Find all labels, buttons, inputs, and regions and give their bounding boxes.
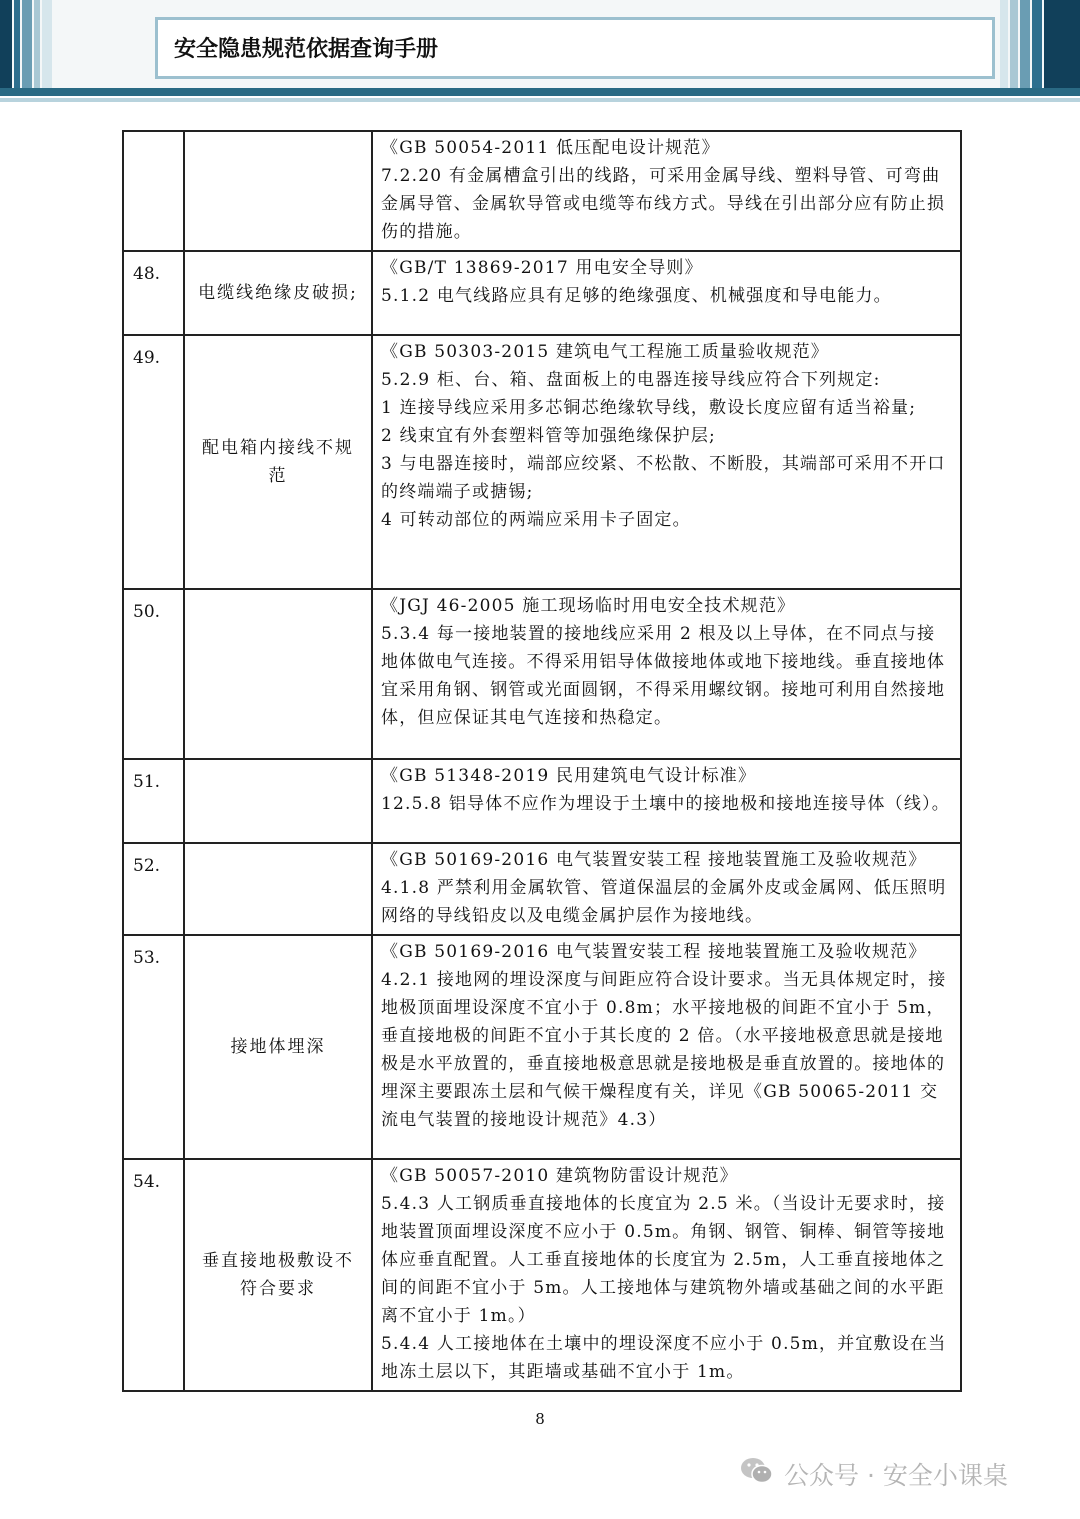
content-line: 《GB 51348-2019 民用建筑电气设计标准》 <box>381 766 757 786</box>
row-content <box>372 251 961 335</box>
header-title-box <box>155 17 995 79</box>
content-line: 1 连接导线应采用多芯铜芯绝缘软导线，敷设长度应留有适当裕量; <box>381 398 917 418</box>
content-line: 5.1.2 电气线路应具有足够的绝缘强度、机械强度和导电能力。 <box>381 286 892 306</box>
table-row <box>123 131 961 251</box>
row-issue: 接地体埋深 <box>184 935 372 1159</box>
row-content <box>372 1159 961 1391</box>
table-row <box>123 935 961 1159</box>
content-line: 4.2.1 接地网的埋设深度与间距应符合设计要求。当无具体规定时，接地极顶面埋设深度不宜小于 0.8m；水平接地极的间距不宜小于 5m，垂直接地极的间距不宜小于其长度的 2 倍。（水平接地极意思就是接地极是水平放置的，垂直接地极意思就是接地极是垂直放置的。接地体的埋深主要跟冻土层和气候干燥程度有关，详见《GB 50065-2011 交流电气装置的接地设计规范》4.3） <box>381 970 947 1130</box>
header-stripe <box>0 0 12 88</box>
table-row <box>123 335 961 589</box>
row-content <box>372 131 961 251</box>
content-line: 4 可转动部位的两端应采用卡子固定。 <box>381 510 691 530</box>
regulation-table <box>122 130 962 1392</box>
header-stripe <box>14 0 20 88</box>
content-line: 5.4.4 人工接地体在土壤中的埋设深度不应小于 0.5m，并宜敷设在当地冻土层以下，其距墙或基础不宜小于 1m。 <box>381 1334 947 1382</box>
row-issue <box>184 589 372 759</box>
row-issue: 配电箱内接线不规范 <box>184 335 372 589</box>
header-stripe <box>1010 0 1018 88</box>
row-number: 50. <box>123 589 184 759</box>
table-row <box>123 251 961 335</box>
row-content <box>372 759 961 843</box>
content-line: 7.2.20 有金属槽盒引出的线路，可采用金属导线、塑料导管、可弯曲金属导管、金属软导管或电缆等布线方式。导线在引出部分应有防止损伤的措施。 <box>381 166 946 242</box>
row-content <box>372 935 961 1159</box>
watermark-text: 公众号 · 安全小课桌 <box>784 1461 1008 1490</box>
table-row <box>123 589 961 759</box>
content-line: 《GB/T 13869-2017 用电安全导则》 <box>381 258 703 278</box>
content-line: 5.3.4 每一接地装置的接地线应采用 2 根及以上导体，在不同点与接地体做电气连接。不得采用铝导体做接地体或地下接地线。垂直接地体宜采用角钢、钢管或光面圆钢，不得采用螺纹钢。接地可利用自然接地体，但应保证其电气连接和热稳定。 <box>381 624 946 728</box>
row-number: 51. <box>123 759 184 843</box>
header-stripe <box>1020 0 1030 88</box>
row-number: 48. <box>123 251 184 335</box>
watermark <box>740 1456 1008 1492</box>
row-content <box>372 843 961 935</box>
row-issue <box>184 759 372 843</box>
content-line: 2 线束宜有外套塑料管等加强绝缘保护层; <box>381 426 716 446</box>
content-line: 《GB 50303-2015 建筑电气工程施工质量验收规范》 <box>381 342 829 362</box>
content-line: 5.4.3 人工钢质垂直接地体的长度宜为 2.5 米。（当设计无要求时，接地装置顶面埋设深度不应小于 0.5m。角钢、钢管、铜棒、铜管等接地体应垂直配置。人工垂直接地体的长度宜为 2.5m，人工垂直接地体之间的间距不宜小于 5m。人工接地体与建筑物外墙或基础之间的水平距离不宜小于 1m。） <box>381 1194 946 1326</box>
content-line: 5.2.9 柜、台、箱、盘面板上的电器连接导线应符合下列规定: <box>381 370 881 390</box>
header-stripe <box>22 0 32 88</box>
page-number: 8 <box>535 1410 545 1428</box>
header-stripe <box>1000 0 1008 88</box>
content-line: 3 与电器连接时，端部应绞紧、不松散、不断股，其端部可采用不开口的终端端子或搪锡; <box>381 454 946 502</box>
header-stripe <box>1044 0 1080 88</box>
row-number <box>123 131 184 251</box>
row-content <box>372 335 961 589</box>
content-line: 《GB 50169-2016 电气装置安装工程 接地装置施工及验收规范》 <box>381 850 927 870</box>
row-number: 49. <box>123 335 184 589</box>
content-line: 《GB 50169-2016 电气装置安装工程 接地装置施工及验收规范》 <box>381 942 927 962</box>
header-rule-light <box>0 98 1080 102</box>
wechat-icon <box>740 1456 774 1492</box>
header-stripe <box>42 0 52 88</box>
header-rule <box>0 88 1080 96</box>
row-issue <box>184 843 372 935</box>
content-line: 《GB 50057-2010 建筑物防雷设计规范》 <box>381 1166 738 1186</box>
row-number: 52. <box>123 843 184 935</box>
row-issue: 电缆线绝缘皮破损; <box>184 251 372 335</box>
table-row <box>123 1159 961 1391</box>
row-issue: 垂直接地极敷设不符合要求 <box>184 1159 372 1391</box>
content-line: 12.5.8 铝导体不应作为埋设于土壤中的接地极和接地连接导体（线）。 <box>381 794 950 814</box>
page-title: 安全隐患规范依据查询手册 <box>174 37 439 62</box>
header-stripe <box>1032 0 1042 88</box>
row-number: 53. <box>123 935 184 1159</box>
content-line: 《JGJ 46-2005 施工现场临时用电安全技术规范》 <box>381 596 796 616</box>
table-row <box>123 843 961 935</box>
table-row <box>123 759 961 843</box>
row-number: 54. <box>123 1159 184 1391</box>
row-issue <box>184 131 372 251</box>
row-content <box>372 589 961 759</box>
header-stripe <box>34 0 40 88</box>
content-line: 4.1.8 严禁利用金属软管、管道保温层的金属外皮或金属网、低压照明网络的导线铅皮以及电缆金属护层作为接地线。 <box>381 878 947 926</box>
content-line: 《GB 50054-2011 低压配电设计规范》 <box>381 138 720 158</box>
